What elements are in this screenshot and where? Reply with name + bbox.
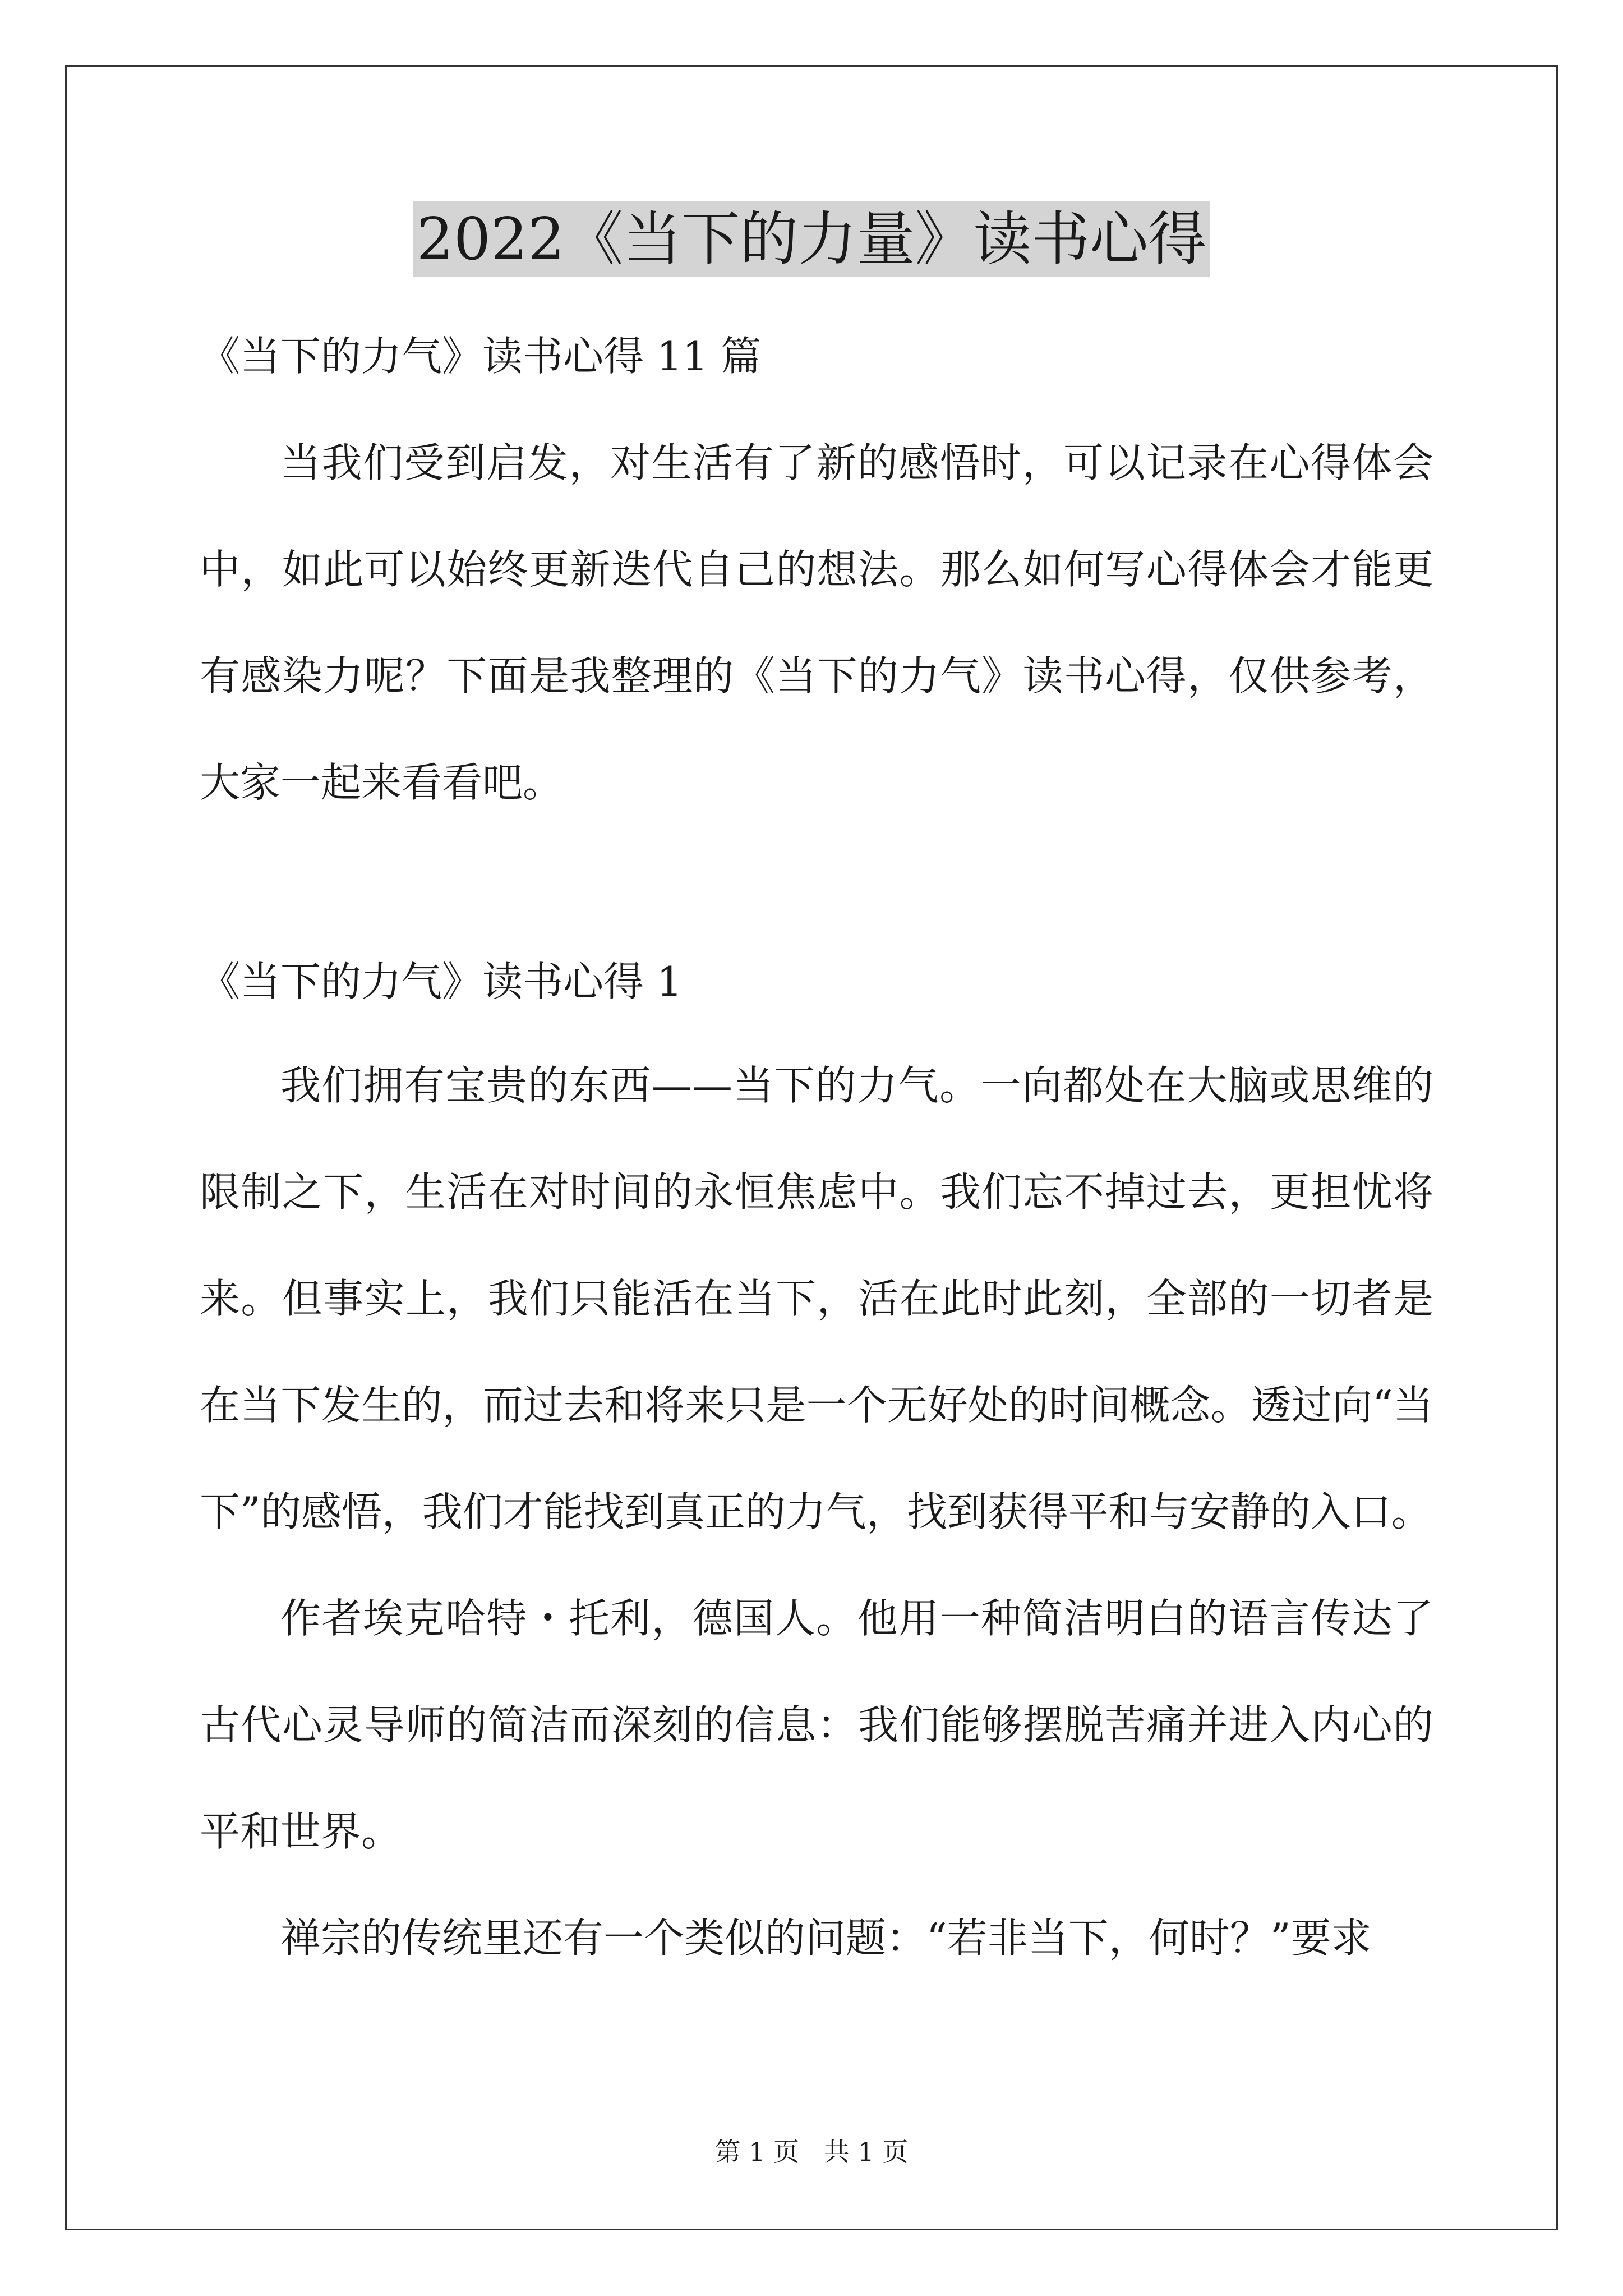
body-paragraph: 禅宗的传统里还有一个类似的问题：“若非当下，何时？”要求 (280, 1915, 1372, 1962)
document-body (200, 314, 1433, 1991)
document-subtitle: 《当下的力气》读书心得 11 篇 (200, 333, 762, 380)
intro-paragraph: 当我们受到启发，对生活有了新的感悟时，可以记录在心得体会中，如此可以始终更新迭代自己的想法。那么如何写心得体会才能更有感染力呢？下面是我整理的《当下的力气》读书心得，仅供参考，大家一起来看看吧。 (200, 439, 1433, 806)
section-heading: 《当下的力气》读书心得 1 (200, 958, 683, 1005)
body-paragraph: 作者埃克哈特・托利，德国人。他用一种简洁明白的语言传达了古代心灵导师的简洁而深刻的信息：我们能够摆脱苦痛并进入内心的平和世界。 (200, 1595, 1433, 1855)
document-title-text: 2022《当下的力量》读书心得 (413, 201, 1210, 277)
page-footer: 第 1 页 共 1 页 (714, 2137, 909, 2167)
body-paragraph: 我们拥有宝贵的东西——当下的力气。一向都处在大脑或思维的限制之下，生活在对时间的永恒焦虑中。我们忘不掉过去，更担忧将来。但事实上，我们只能活在当下，活在此时此刻，全部的一切者是在当下发生的，而过去和将来只是一个无好处的时间概念。透过向“当下”的感悟，我们才能找到真正的力气，找到获得平和与安静的入口。 (200, 1062, 1433, 1535)
document-title (0, 200, 1623, 278)
